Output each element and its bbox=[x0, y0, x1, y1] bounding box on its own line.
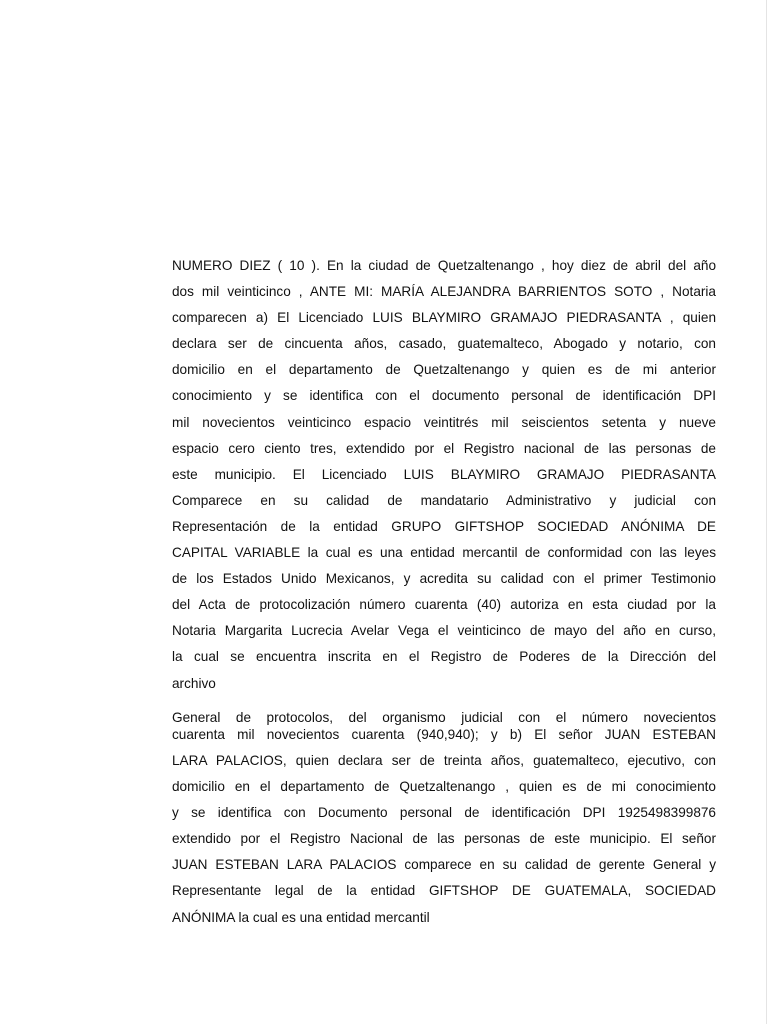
text-line: archivo bbox=[172, 675, 216, 691]
text-line: JUAN ESTEBAN LARA PALACIOS comparece en su calidad de gerente General y bbox=[172, 857, 716, 873]
text-line: Representación de la entidad GRUPO GIFTSHOP SOCIEDAD ANÓNIMA DE bbox=[172, 518, 716, 534]
text-line: ANÓNIMA la cual es una entidad mercantil bbox=[172, 909, 430, 925]
text-line: la cual se encuentra inscrita en el Registro de Poderes de la Dirección del bbox=[172, 649, 716, 665]
text-line: mil novecientos veinticinco espacio veintitrés mil seiscientos setenta y nueve bbox=[172, 414, 716, 430]
text-line: este municipio. El Licenciado LUIS BLAYMIRO GRAMAJO PIEDRASANTA bbox=[172, 466, 716, 482]
text-line: domicilio en el departamento de Quetzaltenango y quien es de mi anterior bbox=[172, 362, 716, 378]
text-line: de los Estados Unido Mexicanos, y acredita su calidad con el primer Testimonio bbox=[172, 571, 716, 587]
text-line: Comparece en su calidad de mandatario Administrativo y judicial con bbox=[172, 492, 716, 508]
text-line: dos mil veinticinco , ANTE MI: MARÍA ALEJANDRA BARRIENTOS SOTO , Notaria bbox=[172, 284, 716, 300]
text-line: cuarenta mil novecientos cuarenta (940,940); y b) El señor JUAN ESTEBAN bbox=[172, 727, 716, 742]
text-line: comparecen a) El Licenciado LUIS BLAYMIRO GRAMAJO PIEDRASANTA , quien bbox=[172, 310, 716, 326]
text-line: extendido por el Registro Nacional de las personas de este municipio. El señor bbox=[172, 831, 716, 847]
paragraph-continuation bbox=[172, 709, 716, 931]
text-line: Notaria Margarita Lucrecia Avelar Vega el veinticinco de mayo del año en curso, bbox=[172, 623, 716, 639]
paragraph-notarial-header bbox=[172, 253, 716, 697]
text-line: LARA PALACIOS, quien declara ser de treinta años, guatemalteco, ejecutivo, con bbox=[172, 753, 716, 768]
text-line: Representante legal de la entidad GIFTSHOP DE GUATEMALA, SOCIEDAD bbox=[172, 883, 716, 899]
text-line: General de protocolos, del organismo judicial con el número novecientos bbox=[172, 710, 716, 725]
text-line: espacio cero ciento tres, extendido por el Registro nacional de las personas de bbox=[172, 440, 716, 456]
text-line: conocimiento y se identifica con el documento personal de identificación DPI bbox=[172, 388, 716, 404]
text-line: NUMERO DIEZ ( 10 ). En la ciudad de Quetzaltenango , hoy diez de abril del año bbox=[172, 258, 716, 273]
text-line: CAPITAL VARIABLE la cual es una entidad mercantil de conformidad con las leyes bbox=[172, 545, 716, 561]
text-line: domicilio en el departamento de Quetzaltenango , quien es de mi conocimiento bbox=[172, 779, 716, 795]
text-line: declara ser de cincuenta años, casado, guatemalteco, Abogado y notario, con bbox=[172, 336, 716, 352]
text-line: y se identifica con Documento personal de identificación DPI 1925498399876 bbox=[172, 805, 716, 821]
text-line: del Acta de protocolización número cuarenta (40) autoriza en esta ciudad por la bbox=[172, 597, 716, 613]
